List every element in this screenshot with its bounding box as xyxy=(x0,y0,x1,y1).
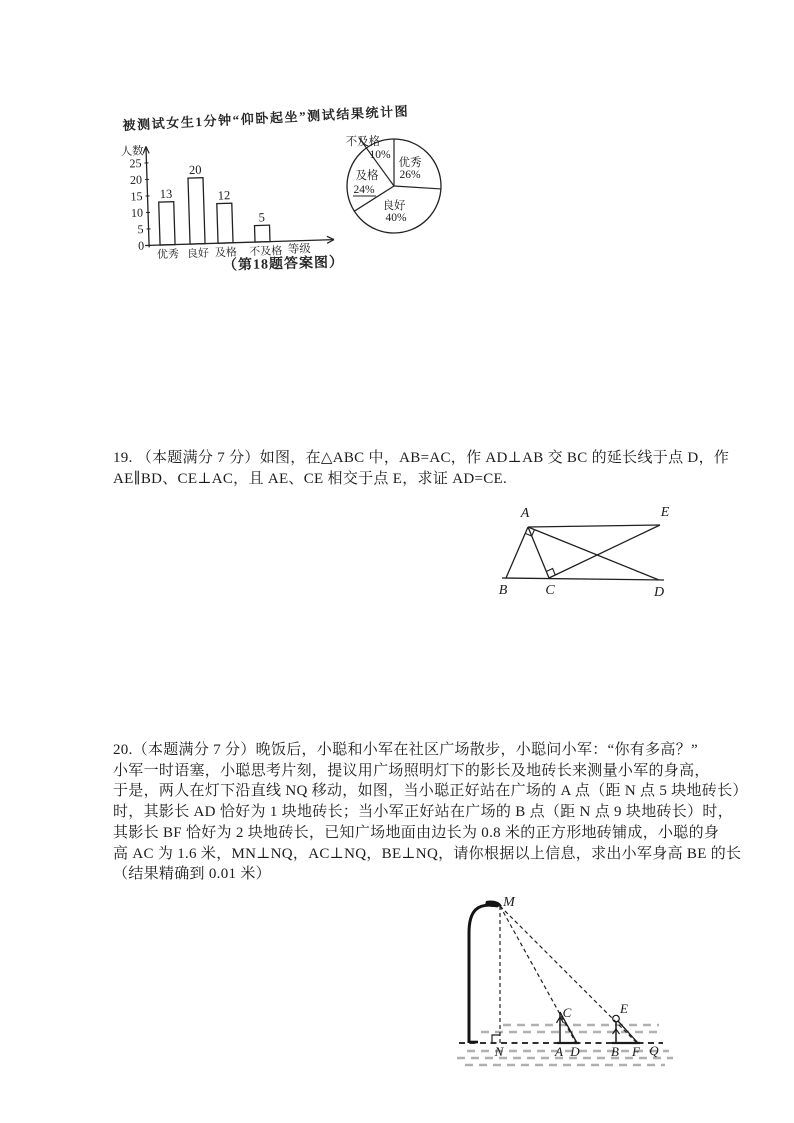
point-label-D: D xyxy=(570,1044,580,1059)
lamp-post xyxy=(469,905,498,1043)
figure-title: 被测试女生1分钟“仰卧起坐”测试结果统计图 xyxy=(122,103,410,133)
point-label-A: A xyxy=(555,1044,563,1059)
problem-20-line: 20.（本题满分 7 分）晚饭后，小聪和小军在社区广场散步，小聪问小军：“你有多高？” xyxy=(113,742,698,758)
bar-value-label: 20 xyxy=(188,162,202,178)
point-label-A: A xyxy=(520,506,530,521)
point-label-E: E xyxy=(620,1001,628,1016)
pie-slice-label: 优秀 xyxy=(398,157,422,169)
y-tick-label: 20 xyxy=(129,172,143,187)
problem-19-line: 19. （本题满分 7 分）如图，在△ABC 中，AB=AC，作 AD⊥AB 交 BC 的延长线于点 D，作 xyxy=(113,450,730,466)
y-tick-label: 0 xyxy=(137,238,145,253)
point-label-C: C xyxy=(545,583,555,598)
segment-AB xyxy=(506,527,528,578)
y-tick-label: 25 xyxy=(129,156,142,171)
right-angle-mark-N xyxy=(492,1035,500,1043)
problem-20-line: （结果精确到 0.01 米） xyxy=(113,866,271,883)
bar xyxy=(217,203,233,243)
light-ray-MD xyxy=(500,906,576,1043)
segment-AE xyxy=(528,525,660,527)
y-tick-label: 10 xyxy=(130,205,144,220)
problem-20-line: 于是，两人在灯下沿直线 NQ 移动，如图，当小聪正好站在广场的 A 点（距 N 点 5 块地砖长） xyxy=(113,783,748,800)
pie-slice-pct: 26% xyxy=(399,169,421,181)
bar xyxy=(188,178,205,244)
problem-20-diagram xyxy=(441,881,691,1076)
figure-caption: （第18题答案图） xyxy=(222,255,345,274)
bar xyxy=(255,225,271,242)
point-label-N: N xyxy=(494,1044,504,1059)
point-label-D: D xyxy=(653,585,665,600)
pie-slice-pct: 10% xyxy=(369,149,391,161)
bar-value-label: 12 xyxy=(217,188,231,203)
figure-question18 xyxy=(110,96,490,311)
pie-slice-line xyxy=(394,186,441,189)
point-label-Q: Q xyxy=(649,1043,659,1058)
pie-slice-label: 不及格 xyxy=(345,136,381,148)
problem-20-line: 小军一时语塞，小聪思考片刻，提议用广场照明灯下的影长及地砖长来测量小军的身高， xyxy=(113,762,710,779)
point-label-F: F xyxy=(632,1044,640,1059)
y-tick-label: 15 xyxy=(130,189,143,204)
point-label-C: C xyxy=(562,1005,572,1020)
category-label: 良好 xyxy=(186,247,210,261)
pie-slice-label: 及格 xyxy=(355,170,379,182)
category-label: 及格 xyxy=(214,246,238,260)
pie-slice-pct: 24% xyxy=(353,184,375,196)
y-axis-title: 人数 xyxy=(120,145,144,159)
problem-20-line: 其影长 BF 恰好为 2 块地砖长，已知广场地面由边长为 0.8 米的正方形地砖铺成，小聪的身 xyxy=(113,824,720,841)
point-label-B: B xyxy=(611,1044,619,1059)
x-axis-title: 等级 xyxy=(287,243,311,257)
problem-20-line: 高 AC 为 1.6 米，MN⊥NQ，AC⊥NQ，BE⊥NQ，请你根据以上信息，求出小军身高 BE 的长 xyxy=(113,845,742,862)
bar-value-label: 5 xyxy=(258,210,266,225)
ground-tile-hatching xyxy=(457,1025,673,1065)
problem-19-text xyxy=(113,448,729,489)
problem-20-line: 时，其影长 AD 恰好为 1 块地砖长；当小军正好站在广场的 B 点（距 N 点 9 块地砖长）时， xyxy=(113,804,734,821)
segment-CE xyxy=(549,525,660,578)
pie-slice-label: 良好 xyxy=(382,200,406,212)
pie-slice-pct: 40% xyxy=(385,212,407,224)
problem-19-diagram xyxy=(478,501,693,601)
bar xyxy=(159,202,175,245)
y-tick-label: 5 xyxy=(137,222,144,237)
problem-20-text xyxy=(113,740,748,885)
segment-BD xyxy=(502,578,664,580)
point-label-E: E xyxy=(660,505,670,520)
category-label: 不及格 xyxy=(249,245,283,259)
bar-value-label: 13 xyxy=(159,186,173,202)
y-axis xyxy=(146,146,149,247)
pie-chart xyxy=(330,130,480,248)
category-label: 优秀 xyxy=(156,248,180,262)
point-label-B: B xyxy=(498,583,508,598)
point-label-M: M xyxy=(503,895,515,910)
person-xiaojun xyxy=(612,1015,640,1043)
problem-19-line: AE∥BD、CE⊥AC，且 AE、CE 相交于点 E，求证 AD=CE. xyxy=(113,470,508,487)
